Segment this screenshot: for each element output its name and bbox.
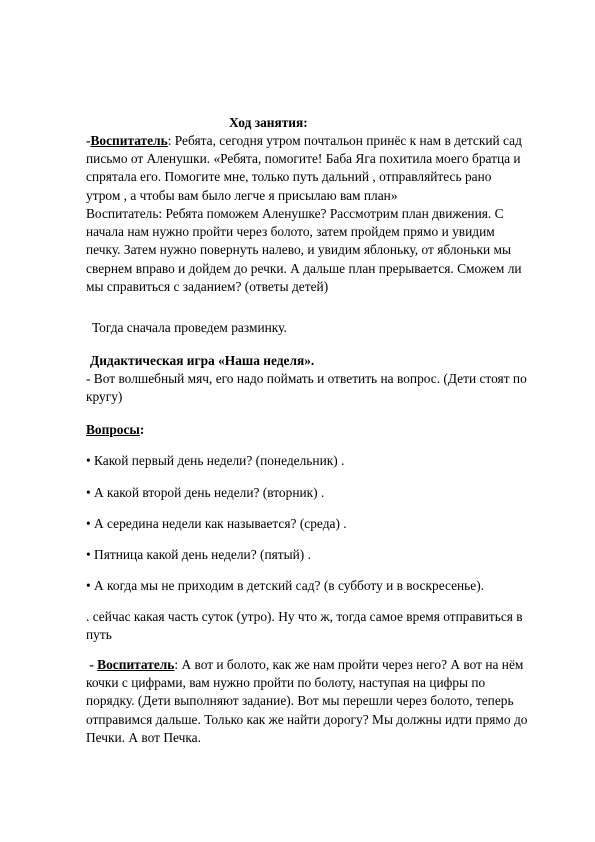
intro-line-3: спрятала его. Помогите мне, только путь дальний , отправляйтесь рано <box>86 169 492 185</box>
intro-paragraph <box>86 132 561 205</box>
game-paragraph <box>86 352 561 407</box>
swamp-line-1 <box>86 656 561 674</box>
game-name: «Наша неделя». <box>218 353 315 368</box>
intro-line-2: письмо от Аленушки. «Ребята, помогите! Баба Яга похитила моего братца и <box>86 151 521 167</box>
intro-line-1 <box>86 132 561 150</box>
questions-heading <box>86 421 561 439</box>
question-item: • А когда мы не приходим в детский сад? (в субботу и в воскресенье). <box>86 578 485 593</box>
question-item: • Пятница какой день недели? (пятый) . <box>86 547 311 562</box>
question-item: • Какой первый день недели? (понедельник) . <box>86 453 345 468</box>
plan-line-3: печку. Затем нужно повернуть налево, и увидим яблоньку, от яблоньки мы <box>86 242 511 258</box>
questions-heading-text: Вопросы <box>86 422 140 437</box>
swamp-line-5: Печки. А вот Печка. <box>86 729 201 745</box>
intro-prefix: - <box>86 133 91 148</box>
intro-line-4: утром , а чтобы вам было легче я присылаю вам план» <box>86 187 398 203</box>
intro-line-1-text: : Ребята, сегодня утром почтальон принёс к нам в детский сад <box>167 133 522 148</box>
questions-colon: : <box>139 422 145 437</box>
plan-line-5: мы справиться с заданием? (ответы детей) <box>86 278 329 294</box>
swamp-speaker: Воспитатель <box>97 657 175 672</box>
game-heading <box>86 352 561 370</box>
daytime-paragraph <box>86 608 561 644</box>
game-line-1: - Вот волшебный мяч, его надо поймать и ответить на вопрос. (Дети стоят по <box>86 371 527 387</box>
question-item: • А какой второй день недели? (вторник) . <box>86 485 325 500</box>
plan-line-1: Воспитатель: Ребята поможем Аленушке? Рассмотрим план движения. С <box>86 206 504 221</box>
plan-line-4: свернем вправо и дойдем до речки. А дальше план прерывается. Сможем ли <box>86 260 522 276</box>
swamp-line-2: кочки с цифрами, вам нужно пройти по болоту, наступая на цифры по <box>86 675 486 691</box>
daytime-line-1: . сейчас какая часть суток (утро). Ну что ж, тогда самое время отправиться в <box>86 609 523 624</box>
plan-line-2: начала нам нужно пройти через болото, затем пройдем прямо и увидим <box>86 224 495 240</box>
swamp-line-1-text: : А вот и болото, как же нам пройти через него? А вот на нём <box>174 657 524 672</box>
swamp-paragraph <box>86 656 561 747</box>
game-label: Дидактическая игра <box>90 353 215 368</box>
warmup-text: Тогда сначала проведем разминку. <box>92 320 287 335</box>
daytime-line-2: путь <box>86 627 112 643</box>
swamp-line-3: порядку. (Дети выполняют задание). Вот мы перешли через болото, теперь <box>86 693 514 709</box>
plan-paragraph <box>86 205 561 296</box>
swamp-line-4: отправимся дальше. Только как же найти дорогу? Мы должны идти прямо до <box>86 711 528 727</box>
intro-speaker: Воспитатель <box>90 133 168 148</box>
lesson-title: Ход занятия: <box>229 115 308 130</box>
swamp-prefix: - <box>86 657 98 672</box>
question-item: • А середина недели как называется? (среда) . <box>86 516 347 531</box>
game-line-2: кругу) <box>86 389 123 405</box>
